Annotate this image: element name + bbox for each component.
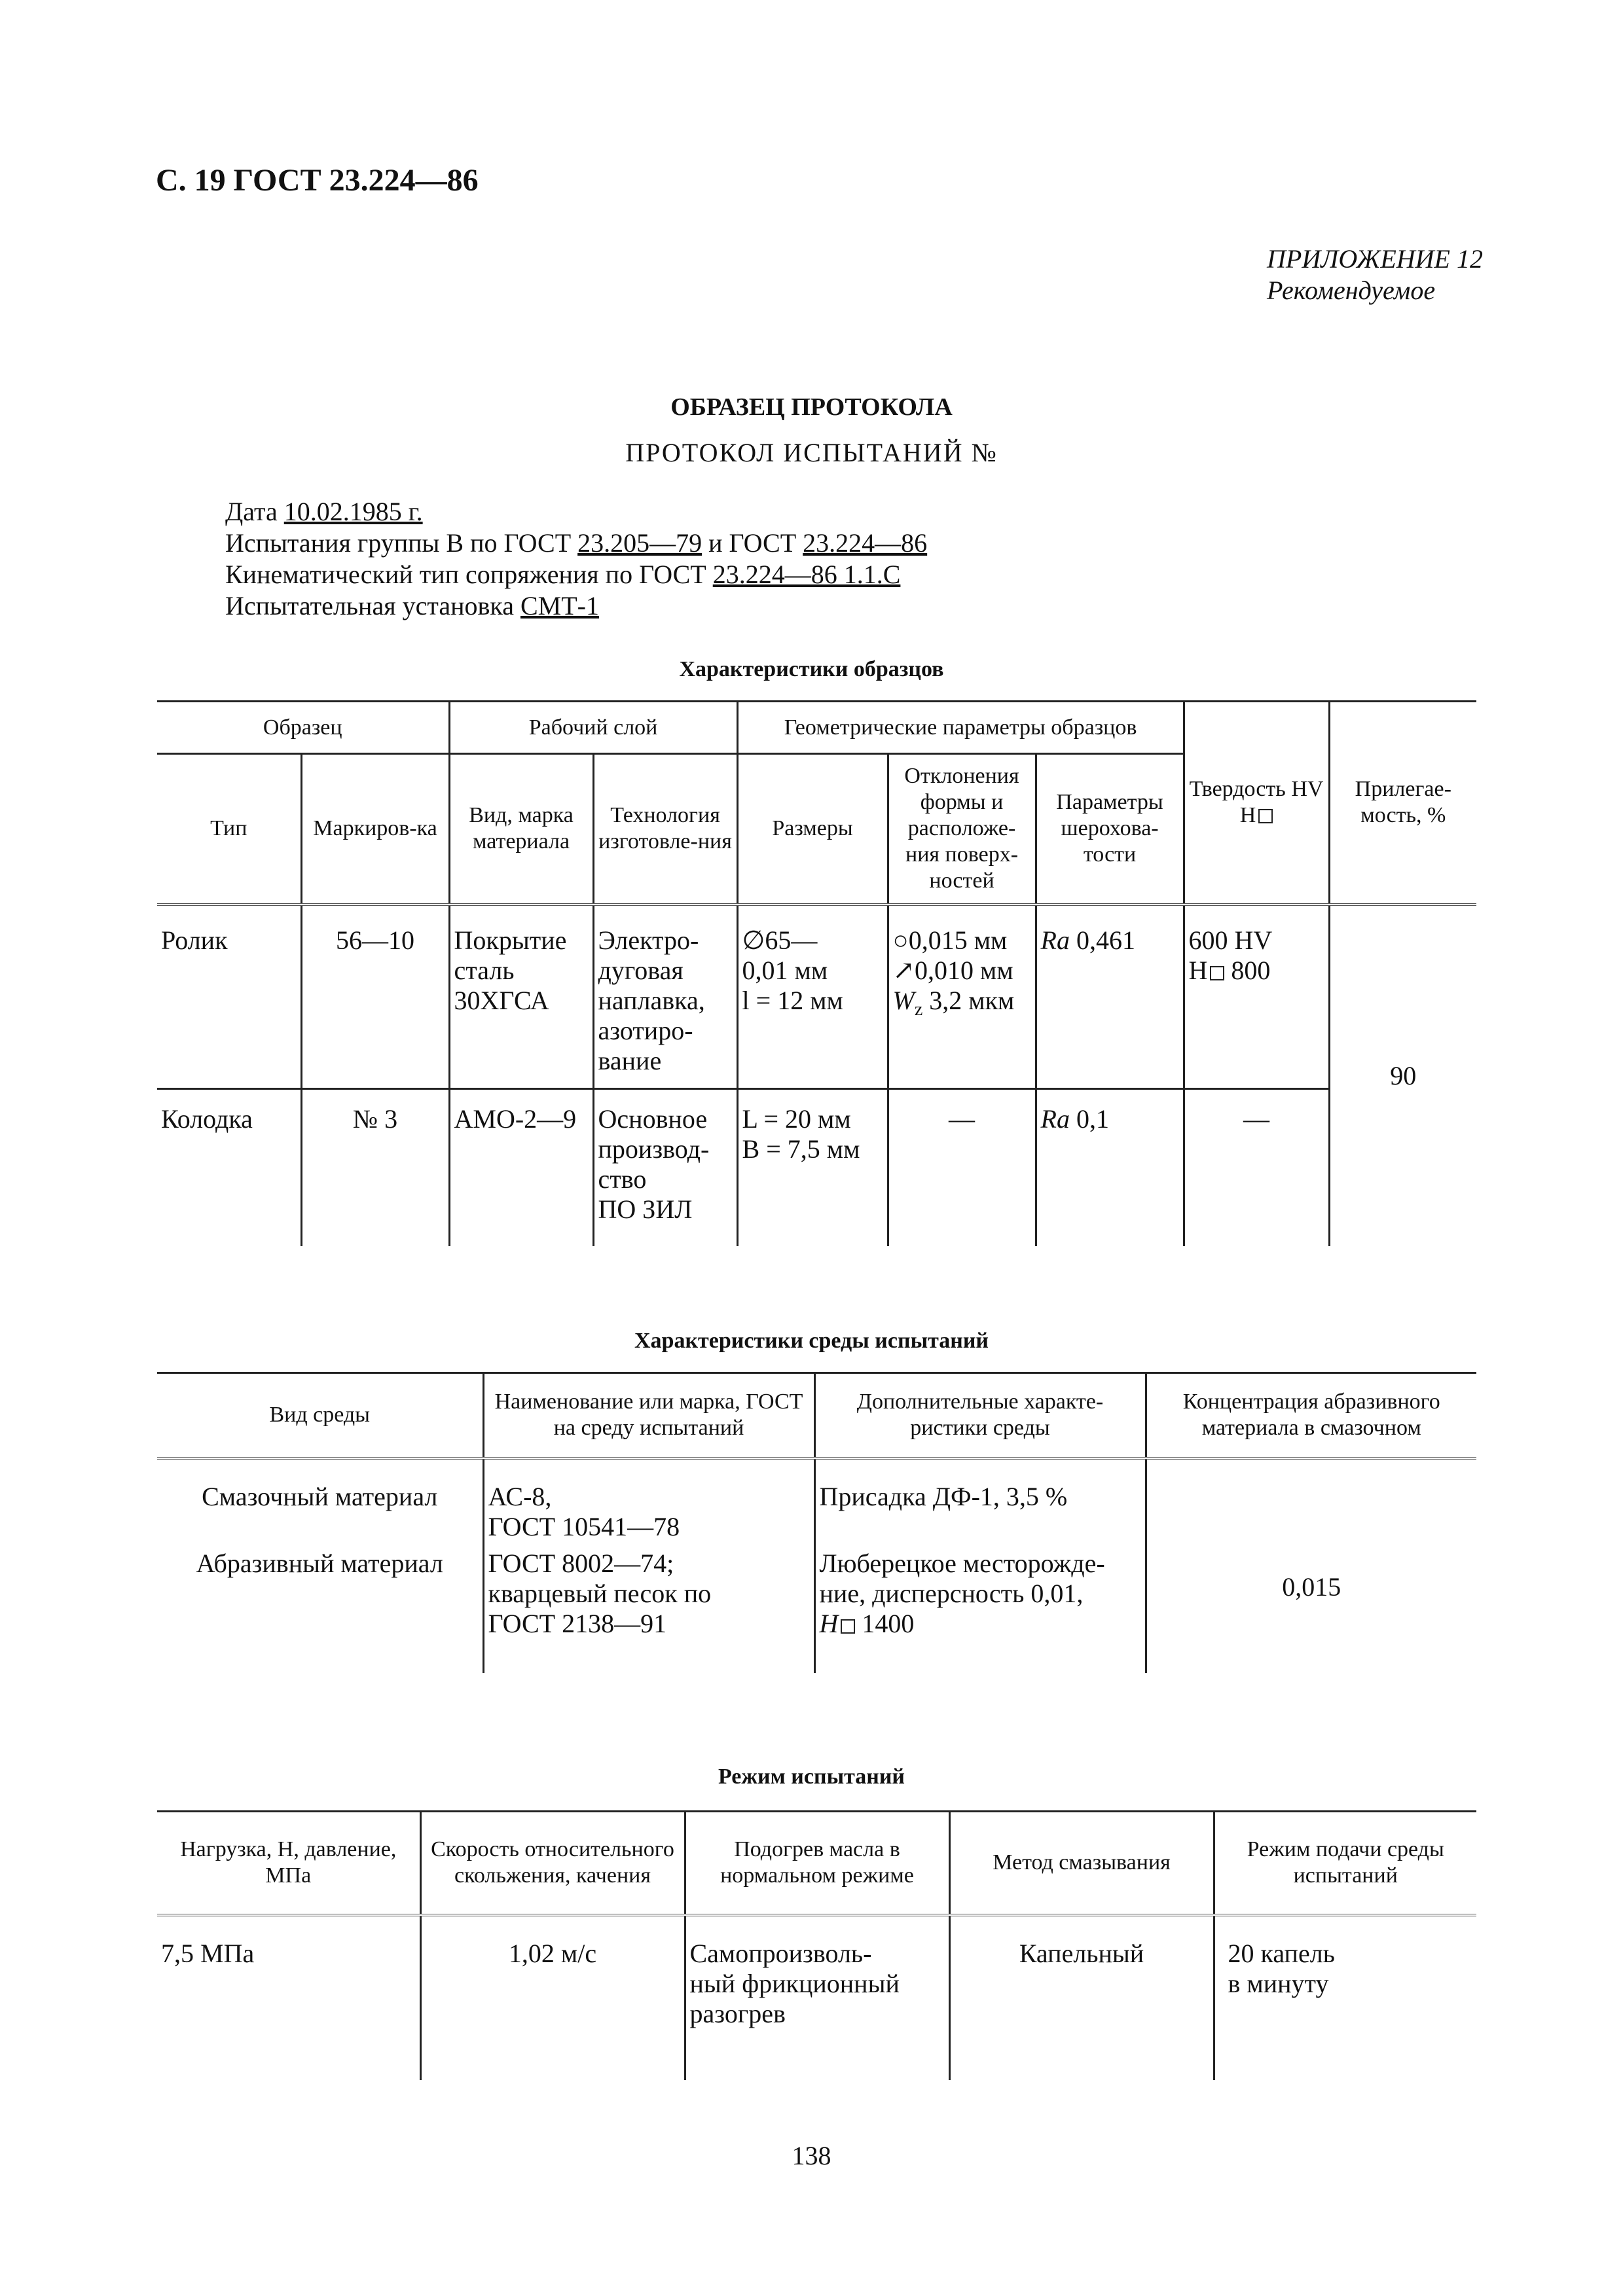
col-technology: Технология изготовле-ния xyxy=(593,754,737,905)
col-deviations: Отклонения формы и расположе-ния поверх-ностей xyxy=(888,754,1036,905)
medium-caption: Характеристики среды испытаний xyxy=(634,1329,989,1353)
square-symbol xyxy=(1210,966,1224,980)
table-row: Колодка № 3 АМО-2—9 Основное производ- ство ПО ЗИЛ L = 20 мм B = 7,5 мм — Ra 0,1 — xyxy=(157,1089,1476,1246)
table-row: Абразивный материал ГОСТ 8002—74; кварцевый песок по ГОСТ 2138—91 Люберецкое месторожде- ние, дисперсность 0,01, H 1400 xyxy=(157,1549,1476,1673)
col-medium-extra: Дополнительные характе-ристики среды xyxy=(814,1373,1146,1458)
col-hardness: Твердость HV H xyxy=(1184,702,1329,905)
col-medium-kind: Вид среды xyxy=(269,1403,371,1427)
samples-caption: Характеристики образцов xyxy=(679,657,944,681)
meta-kinematic: Кинематический тип сопряжения по ГОСТ 23.224—86 1.1.С xyxy=(225,560,901,589)
group-geometry: Геометрические параметры образцов xyxy=(737,702,1184,754)
meta-group: Испытания группы В по ГОСТ 23.205—79 и ГОСТ 23.224—86 xyxy=(225,528,928,558)
table-row: 7,5 МПа 1,02 м/с Самопроизволь- ный фрикционный разогрев Капельный 20 капель в минуту xyxy=(157,1915,1476,2080)
group-sample: Образец xyxy=(263,715,342,740)
col-method: Метод смазывания xyxy=(949,1812,1214,1915)
concentration-value: 0,015 xyxy=(1146,1458,1476,1673)
square-symbol xyxy=(841,1619,855,1634)
col-type: Тип xyxy=(210,816,247,841)
col-speed: Скорость относительного скольжения, качения xyxy=(420,1812,685,1915)
col-marking: Маркиров-ка xyxy=(301,754,449,905)
meta-date: Дата 10.02.1985 г. xyxy=(225,497,423,526)
col-material: Вид, марка материала xyxy=(449,754,593,905)
page-number: 138 xyxy=(792,2141,831,2170)
medium-table xyxy=(157,1372,1476,1673)
mode-table xyxy=(157,1810,1476,2080)
table-row: Ролик 56—10 Покрытие сталь 30ХГСА Электро- дуговая наплавка, азотиро- вание ∅65— 0,01 мм l = 12 мм ○0,015 мм ↗0,010 мм $W_z$ 3,2 мкм Ra 0,461 600 HV H 800 90 xyxy=(157,905,1476,1089)
protocol-title: ПРОТОКОЛ ИСПЫТАНИЙ № xyxy=(625,438,998,467)
col-roughness: Параметры шерохова-тости xyxy=(1036,754,1184,905)
conformity-value: 90 xyxy=(1329,905,1476,1246)
appendix-number: ПРИЛОЖЕНИЕ 12 xyxy=(1267,244,1483,274)
page-header: С. 19 ГОСТ 23.224—86 xyxy=(156,163,479,198)
group-work-layer: Рабочий слой xyxy=(449,702,737,754)
table-row: Смазочный материал АС-8, ГОСТ 10541—78 Присадка ДФ-1, 3,5 % 0,015 xyxy=(157,1458,1476,1549)
meta-rig: Испытательная установка СМТ-1 xyxy=(225,591,599,620)
protocol-meta xyxy=(225,496,927,622)
col-load: Нагрузка, Н, давление, МПа xyxy=(180,1837,397,1888)
date-value: 10.02.1985 г. xyxy=(283,497,423,526)
col-medium-name: Наименование или марка, ГОСТ на среду испытаний xyxy=(483,1373,814,1458)
appendix-status: Рекомендуемое xyxy=(1267,276,1436,305)
col-medium-conc: Концентрация абразивного материала в смазочном xyxy=(1146,1373,1476,1458)
col-feed: Режим подачи среды испытаний xyxy=(1214,1812,1476,1915)
document-title: ОБРАЗЕЦ ПРОТОКОЛА xyxy=(670,393,953,421)
square-symbol xyxy=(1258,809,1273,823)
col-dimensions: Размеры xyxy=(737,754,888,905)
col-heat: Подогрев масла в нормальном режиме xyxy=(685,1812,949,1915)
appendix-label xyxy=(1267,243,1483,306)
samples-table xyxy=(157,700,1476,1246)
col-conformity: Прилегае-мость, % xyxy=(1329,702,1476,905)
mode-caption: Режим испытаний xyxy=(718,1765,905,1789)
